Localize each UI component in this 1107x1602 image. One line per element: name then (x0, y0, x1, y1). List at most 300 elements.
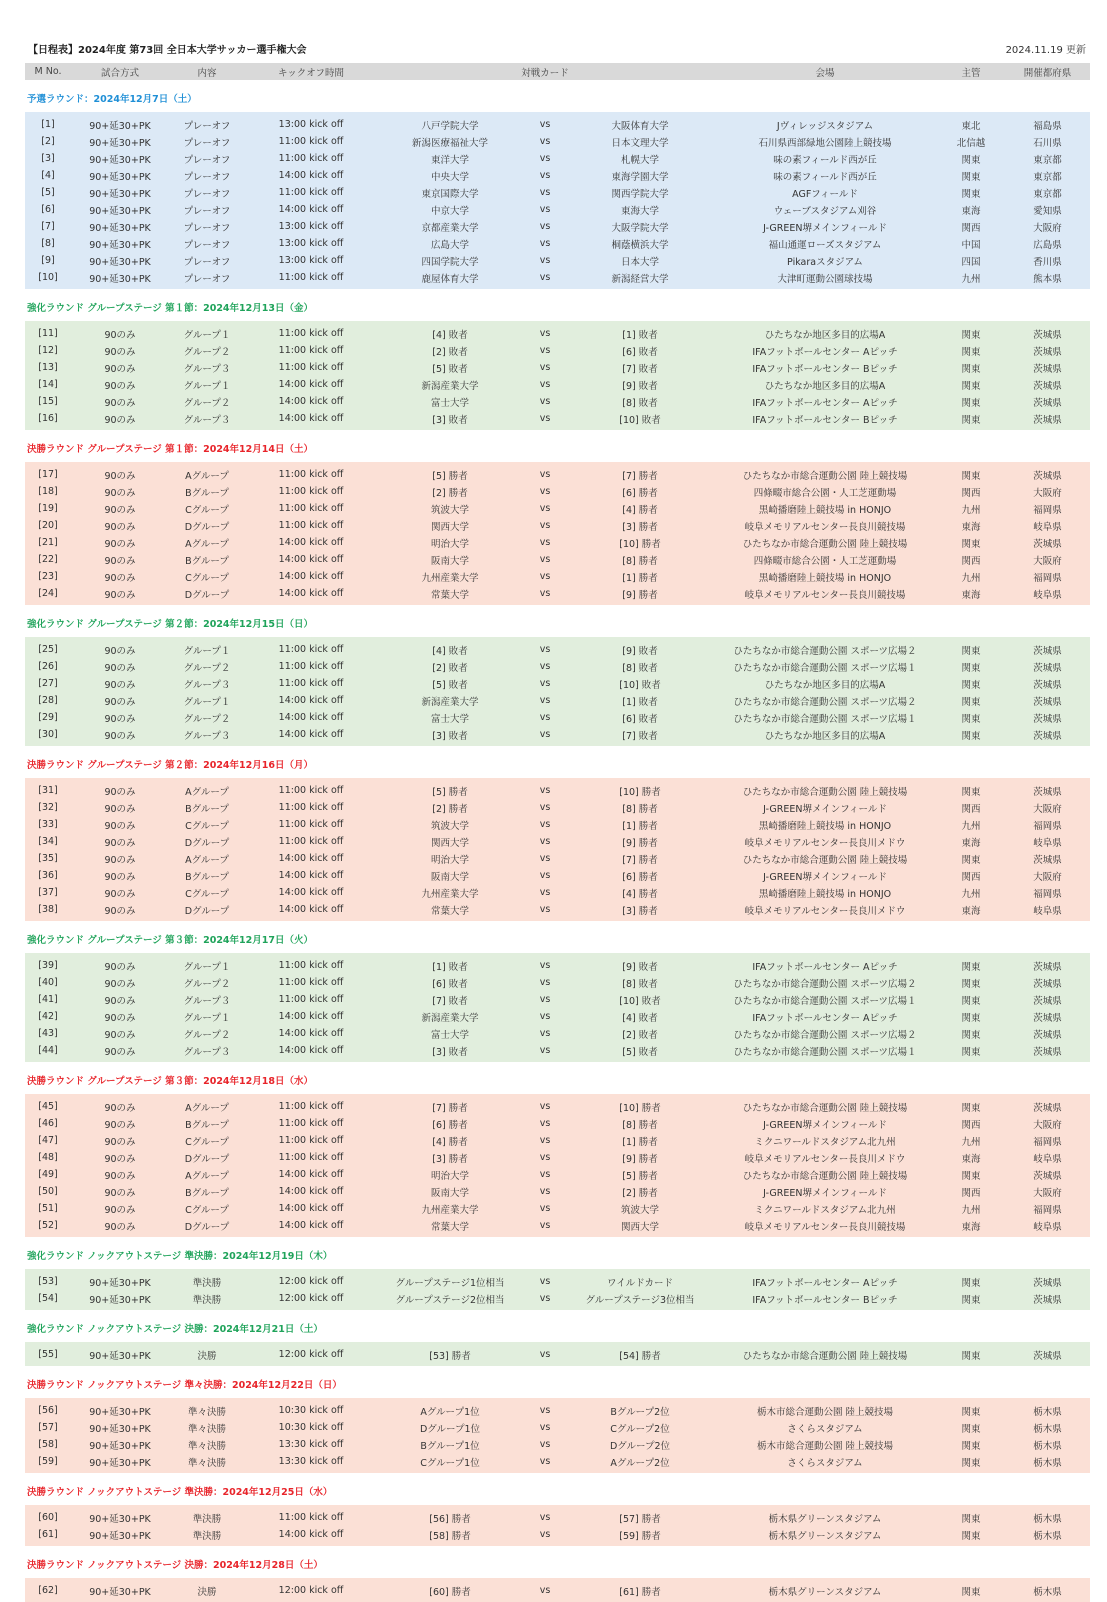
organizer: 関東 (961, 696, 981, 708)
match-number: [34] (38, 836, 58, 847)
organizer: 九州 (961, 273, 981, 285)
vs-label: vs (539, 802, 551, 813)
kickoff-time: 14:00 kick off (278, 1045, 344, 1056)
match-number: [47] (38, 1135, 58, 1146)
venue: IFAフットボールセンター Aピッチ (752, 961, 898, 973)
section-body (25, 953, 1090, 1062)
kickoff-time: 14:00 kick off (278, 1011, 344, 1022)
section-body (25, 112, 1090, 289)
table-row (25, 150, 1090, 167)
prefecture: 岐阜県 (1033, 589, 1062, 601)
section-title: 決勝ラウンド グループステージ 第２節：2024年12月16日（月） (27, 760, 313, 771)
table-row (25, 641, 1090, 658)
team-away: [7] 勝者 (622, 854, 658, 866)
prefecture: 茨城県 (1033, 662, 1062, 674)
match-number: [29] (38, 712, 58, 723)
match-number: [61] (38, 1529, 58, 1540)
prefecture: 茨城県 (1033, 995, 1062, 1007)
prefecture: 茨城県 (1033, 1012, 1062, 1024)
venue: ひたちなか市総合運動公園 スポーツ広場２ (733, 696, 917, 708)
prefecture: 茨城県 (1033, 1277, 1062, 1289)
prefecture: 福岡県 (1033, 504, 1062, 516)
prefecture: 栃木県 (1033, 1586, 1062, 1598)
table-row (25, 252, 1090, 269)
table-row (25, 517, 1090, 534)
match-format: 90+延30+PK (89, 1457, 151, 1469)
venue: ひたちなか市総合運動公園 スポーツ広場１ (733, 1046, 917, 1058)
organizer: 関東 (961, 1046, 981, 1058)
organizer: 関東 (961, 645, 981, 657)
match-content: Bグループ (185, 803, 229, 815)
team-away: [6] 敗者 (622, 713, 658, 725)
kickoff-time: 14:00 kick off (278, 904, 344, 915)
vs-label: vs (539, 537, 551, 548)
team-away: [6] 敗者 (622, 346, 658, 358)
organizer: 東海 (961, 837, 981, 849)
prefecture: 栃木県 (1033, 1406, 1062, 1418)
match-content: グループ１ (183, 1012, 231, 1024)
match-number: [54] (38, 1293, 58, 1304)
kickoff-time: 11:00 kick off (278, 678, 344, 689)
vs-label: vs (539, 554, 551, 565)
team-away: [4] 勝者 (622, 504, 658, 516)
match-format: 90のみ (104, 1221, 136, 1233)
section-title: 強化ラウンド グループステージ 第２節：2024年12月15日（日） (27, 619, 313, 630)
team-home: 明治大学 (430, 538, 469, 550)
venue: 岐阜メモリアルセンター長良川メドウ (744, 837, 906, 849)
match-format: 90のみ (104, 786, 136, 798)
section-title: 予選ラウンド：2024年12月7日（土） (27, 94, 197, 105)
kickoff-time: 11:00 kick off (278, 1101, 344, 1112)
vs-label: vs (539, 255, 551, 266)
match-format: 90のみ (104, 397, 136, 409)
prefecture: 岐阜県 (1033, 521, 1062, 533)
venue: さくらスタジアム (787, 1457, 863, 1469)
match-content: 準決勝 (192, 1530, 222, 1542)
match-content: Bグループ (185, 1119, 229, 1131)
table-row (25, 692, 1090, 709)
team-away: [4] 勝者 (622, 888, 658, 900)
vs-label: vs (539, 904, 551, 915)
organizer: 東北 (961, 120, 981, 132)
prefecture: 福島県 (1033, 120, 1062, 132)
table-row (25, 1453, 1090, 1470)
table-row (25, 833, 1090, 850)
table-row (25, 816, 1090, 833)
kickoff-time: 13:00 kick off (278, 119, 344, 130)
team-home: 明治大学 (430, 1170, 469, 1182)
organizer: 関東 (961, 1350, 981, 1362)
team-away: [8] 敗者 (622, 978, 658, 990)
prefecture: 茨城県 (1033, 1170, 1062, 1182)
venue: 味の素フィールド西が丘 (773, 171, 877, 183)
table-row (25, 1402, 1090, 1419)
team-away: [2] 敗者 (622, 1029, 658, 1041)
match-content: 準決勝 (192, 1513, 222, 1525)
kickoff-time: 14:00 kick off (278, 712, 344, 723)
prefecture: 東京都 (1033, 171, 1062, 183)
venue: 黒崎播磨陸上競技場 in HONJO (758, 504, 892, 516)
venue: ミクニワールドスタジアム北九州 (754, 1204, 896, 1216)
team-home: 東京国際大学 (421, 188, 479, 200)
kickoff-time: 14:00 kick off (278, 887, 344, 898)
kickoff-time: 13:30 kick off (278, 1456, 344, 1467)
match-content: グループ３ (183, 679, 231, 691)
team-away: [4] 敗者 (622, 1012, 658, 1024)
organizer: 関東 (961, 380, 981, 392)
vs-label: vs (539, 1118, 551, 1129)
venue: Jヴィレッジスタジアム (776, 120, 874, 132)
table-row (25, 1115, 1090, 1132)
section-body (25, 778, 1090, 921)
vs-label: vs (539, 588, 551, 599)
team-away: [3] 勝者 (622, 521, 658, 533)
venue: さくらスタジアム (787, 1423, 863, 1435)
kickoff-time: 11:00 kick off (278, 520, 344, 531)
venue: IFAフットボールセンター Aピッチ (752, 397, 898, 409)
match-format: 90のみ (104, 905, 136, 917)
match-content: Cグループ (185, 1204, 229, 1216)
organizer: 関西 (961, 222, 981, 234)
vs-label: vs (539, 136, 551, 147)
kickoff-time: 14:00 kick off (278, 1203, 344, 1214)
team-away: 大阪体育大学 (611, 120, 669, 132)
table-row (25, 393, 1090, 410)
vs-label: vs (539, 1152, 551, 1163)
team-away: [10] 勝者 (619, 786, 661, 798)
match-number: [8] (41, 238, 55, 249)
vs-label: vs (539, 712, 551, 723)
vs-label: vs (539, 1101, 551, 1112)
vs-label: vs (539, 1203, 551, 1214)
match-number: [56] (38, 1405, 58, 1416)
match-number: [60] (38, 1512, 58, 1523)
vs-label: vs (539, 204, 551, 215)
organizer: 関東 (961, 961, 981, 973)
kickoff-time: 11:00 kick off (278, 994, 344, 1005)
team-away: [7] 勝者 (622, 470, 658, 482)
organizer: 関東 (961, 470, 981, 482)
section-body (25, 1578, 1090, 1602)
team-away: [8] 勝者 (622, 1119, 658, 1131)
team-away: [10] 敗者 (619, 995, 661, 1007)
match-format: 90のみ (104, 730, 136, 742)
match-format: 90のみ (104, 414, 136, 426)
organizer: 関東 (961, 854, 981, 866)
match-content: プレーオフ (183, 239, 231, 251)
team-away: [10] 勝者 (619, 1102, 661, 1114)
organizer: 関東 (961, 1029, 981, 1041)
team-home: [2] 敗者 (432, 346, 468, 358)
kickoff-time: 11:00 kick off (278, 187, 344, 198)
team-home: 筑波大学 (430, 504, 469, 516)
team-away: [57] 勝者 (619, 1513, 661, 1525)
section-title: 決勝ラウンド ノックアウトステージ 準々決勝：2024年12月22日（日） (27, 1380, 342, 1391)
prefecture: 福岡県 (1033, 1204, 1062, 1216)
match-content: Dグループ (184, 1221, 230, 1233)
table-row (25, 1346, 1090, 1363)
match-number: [25] (38, 644, 58, 655)
vs-label: vs (539, 1422, 551, 1433)
team-home: [3] 敗者 (432, 1046, 468, 1058)
match-format: 90のみ (104, 837, 136, 849)
team-home: 京都産業大学 (421, 222, 479, 234)
match-number: [36] (38, 870, 58, 881)
col-header-organizer: 主管 (961, 67, 981, 79)
match-content: Cグループ (185, 1136, 229, 1148)
organizer: 関東 (961, 978, 981, 990)
prefecture: 愛知県 (1033, 205, 1062, 217)
match-number: [58] (38, 1439, 58, 1450)
team-home: [4] 敗者 (432, 329, 468, 341)
venue: 黒崎播磨陸上競技場 in HONJO (758, 888, 892, 900)
organizer: 関東 (961, 414, 981, 426)
match-content: グループ２ (183, 662, 231, 674)
organizer: 関西 (961, 1187, 981, 1199)
vs-label: vs (539, 571, 551, 582)
match-number: [9] (41, 255, 55, 266)
venue: 四條畷市総合公園・人工芝運動場 (753, 555, 897, 567)
table-row (25, 568, 1090, 585)
venue: ひたちなか市総合運動公園 スポーツ広場２ (733, 978, 917, 990)
venue: ひたちなか市総合運動公園 陸上競技場 (742, 854, 908, 866)
venue: 福山通運ローズスタジアム (768, 239, 882, 251)
vs-label: vs (539, 887, 551, 898)
match-format: 90+延30+PK (89, 171, 151, 183)
team-away: [8] 勝者 (622, 803, 658, 815)
table-row (25, 1509, 1090, 1526)
match-format: 90+延30+PK (89, 256, 151, 268)
organizer: 関東 (961, 730, 981, 742)
match-format: 90のみ (104, 1136, 136, 1148)
table-row (25, 376, 1090, 393)
venue: 黒崎播磨陸上競技場 in HONJO (758, 572, 892, 584)
team-away: [6] 勝者 (622, 871, 658, 883)
match-format: 90のみ (104, 679, 136, 691)
match-content: プレーオフ (183, 256, 231, 268)
organizer: 東海 (961, 1221, 981, 1233)
team-away: [7] 敗者 (622, 363, 658, 375)
match-number: [42] (38, 1011, 58, 1022)
match-number: [38] (38, 904, 58, 915)
venue: 黒崎播磨陸上競技場 in HONJO (758, 820, 892, 832)
vs-label: vs (539, 486, 551, 497)
match-number: [51] (38, 1203, 58, 1214)
match-number: [50] (38, 1186, 58, 1197)
match-format: 90のみ (104, 329, 136, 341)
venue: 四條畷市総合公園・人工芝運動場 (753, 487, 897, 499)
venue: 岐阜メモリアルセンター長良川メドウ (744, 1153, 906, 1165)
kickoff-time: 10:30 kick off (278, 1405, 344, 1416)
table-row (25, 782, 1090, 799)
vs-label: vs (539, 503, 551, 514)
table-row (25, 1273, 1090, 1290)
organizer: 九州 (961, 820, 981, 832)
venue: IFAフットボールセンター Aピッチ (752, 1012, 898, 1024)
match-number: [15] (38, 396, 58, 407)
match-number: [35] (38, 853, 58, 864)
venue: ひたちなか市総合運動公園 スポーツ広場１ (733, 995, 917, 1007)
prefecture: 茨城県 (1033, 786, 1062, 798)
match-content: グループ１ (183, 380, 231, 392)
team-home: 常葉大学 (430, 589, 469, 601)
table-row (25, 675, 1090, 692)
match-number: [19] (38, 503, 58, 514)
match-content: 準々決勝 (187, 1457, 226, 1469)
match-number: [44] (38, 1045, 58, 1056)
match-content: Cグループ (185, 820, 229, 832)
organizer: 関東 (961, 1406, 981, 1418)
section-title: 決勝ラウンド ノックアウトステージ 準決勝：2024年12月25日（水） (27, 1487, 333, 1498)
section-title: 決勝ラウンド ノックアウトステージ 決勝：2024年12月28日（土） (27, 1560, 323, 1571)
team-home: [6] 勝者 (432, 1119, 468, 1131)
organizer: 関東 (961, 1102, 981, 1114)
vs-label: vs (539, 153, 551, 164)
match-number: [21] (38, 537, 58, 548)
organizer: 関東 (961, 154, 981, 166)
prefecture: 茨城県 (1033, 346, 1062, 358)
table-row (25, 325, 1090, 342)
organizer: 関東 (961, 1586, 981, 1598)
match-format: 90+延30+PK (89, 1586, 151, 1598)
vs-label: vs (539, 695, 551, 706)
organizer: 北信越 (956, 137, 986, 149)
team-away: [59] 勝者 (619, 1530, 661, 1542)
vs-label: vs (539, 413, 551, 424)
team-home: [5] 敗者 (432, 363, 468, 375)
vs-label: vs (539, 221, 551, 232)
match-content: グループ３ (183, 1046, 231, 1058)
table-row (25, 1166, 1090, 1183)
kickoff-time: 11:00 kick off (278, 977, 344, 988)
team-away: [7] 敗者 (622, 730, 658, 742)
table-row (25, 1008, 1090, 1025)
match-format: 90のみ (104, 1102, 136, 1114)
schedule-table (25, 63, 1090, 1602)
kickoff-time: 12:00 kick off (278, 1585, 344, 1596)
kickoff-time: 14:00 kick off (278, 1028, 344, 1039)
match-format: 90のみ (104, 572, 136, 584)
match-content: Aグループ (185, 470, 229, 482)
sections-container (25, 87, 1090, 1602)
prefecture: 香川県 (1033, 256, 1062, 268)
match-format: 90のみ (104, 1012, 136, 1024)
team-home: [6] 敗者 (432, 978, 468, 990)
team-away: [1] 敗者 (622, 329, 658, 341)
team-away: 東海大学 (620, 205, 659, 217)
venue: ひたちなか地区多目的広場A (764, 679, 886, 691)
match-number: [53] (38, 1276, 58, 1287)
prefecture: 茨城県 (1033, 329, 1062, 341)
match-format: 90のみ (104, 589, 136, 601)
team-home: グループステージ2位相当 (395, 1294, 505, 1306)
section-body (25, 1094, 1090, 1237)
prefecture: 茨城県 (1033, 1029, 1062, 1041)
col-header-venue: 会場 (815, 67, 835, 79)
team-home: グループステージ1位相当 (395, 1277, 505, 1289)
team-home: [3] 勝者 (432, 1153, 468, 1165)
vs-label: vs (539, 1276, 551, 1287)
kickoff-time: 10:30 kick off (278, 1422, 344, 1433)
team-away: [8] 勝者 (622, 555, 658, 567)
match-number: [2] (41, 136, 55, 147)
table-row (25, 534, 1090, 551)
table-row (25, 850, 1090, 867)
kickoff-time: 11:00 kick off (278, 328, 344, 339)
kickoff-time: 12:00 kick off (278, 1276, 344, 1287)
match-content: プレーオフ (183, 137, 231, 149)
team-home: [2] 勝者 (432, 803, 468, 815)
team-home: 四国学院大学 (421, 256, 479, 268)
match-content: Dグループ (184, 905, 230, 917)
match-format: 90のみ (104, 1204, 136, 1216)
team-home: 新潟産業大学 (421, 696, 479, 708)
match-format: 90+延30+PK (89, 273, 151, 285)
vs-label: vs (539, 1169, 551, 1180)
venue: IFAフットボールセンター Aピッチ (752, 346, 898, 358)
organizer: 関西 (961, 1119, 981, 1131)
prefecture: 茨城県 (1033, 645, 1062, 657)
match-content: グループ１ (183, 696, 231, 708)
organizer: 九州 (961, 572, 981, 584)
team-away: [5] 勝者 (622, 1170, 658, 1182)
match-format: 90のみ (104, 1119, 136, 1131)
team-away: 関西大学 (620, 1221, 659, 1233)
match-number: [41] (38, 994, 58, 1005)
kickoff-time: 11:00 kick off (278, 345, 344, 356)
organizer: 関東 (961, 1457, 981, 1469)
kickoff-time: 11:00 kick off (278, 785, 344, 796)
match-format: 90のみ (104, 346, 136, 358)
match-number: [28] (38, 695, 58, 706)
venue: J-GREEN堺メインフィールド (763, 803, 887, 815)
venue: 栃木県グリーンスタジアム (768, 1586, 882, 1598)
match-format: 90のみ (104, 470, 136, 482)
organizer: 関東 (961, 995, 981, 1007)
vs-label: vs (539, 187, 551, 198)
table-row (25, 116, 1090, 133)
venue: ひたちなか地区多目的広場A (764, 329, 886, 341)
prefecture: 熊本県 (1033, 273, 1062, 285)
prefecture: 広島県 (1033, 239, 1062, 251)
venue: ひたちなか市総合運動公園 陸上競技場 (742, 538, 908, 550)
match-content: グループ３ (183, 730, 231, 742)
match-content: Cグループ (185, 504, 229, 516)
team-home: 富士大学 (430, 713, 469, 725)
team-home: 阪南大学 (430, 555, 469, 567)
vs-label: vs (539, 644, 551, 655)
prefecture: 岐阜県 (1033, 837, 1062, 849)
venue: 栃木市総合運動公園 陸上競技場 (756, 1406, 894, 1418)
section-body (25, 1398, 1090, 1473)
venue: ミクニワールドスタジアム北九州 (754, 1136, 896, 1148)
prefecture: 栃木県 (1033, 1423, 1062, 1435)
match-format: 90のみ (104, 888, 136, 900)
kickoff-time: 13:00 kick off (278, 255, 344, 266)
kickoff-time: 11:00 kick off (278, 136, 344, 147)
venue: IFAフットボールセンター Bピッチ (752, 363, 898, 375)
team-away: [2] 勝者 (622, 1187, 658, 1199)
vs-label: vs (539, 661, 551, 672)
team-home: [56] 勝者 (429, 1513, 471, 1525)
match-content: グループ２ (183, 978, 231, 990)
prefecture: 茨城県 (1033, 1046, 1062, 1058)
match-format: 90のみ (104, 555, 136, 567)
match-number: [55] (38, 1349, 58, 1360)
match-format: 90+延30+PK (89, 205, 151, 217)
venue: 大津町運動公園球技場 (777, 273, 873, 285)
organizer: 関西 (961, 487, 981, 499)
